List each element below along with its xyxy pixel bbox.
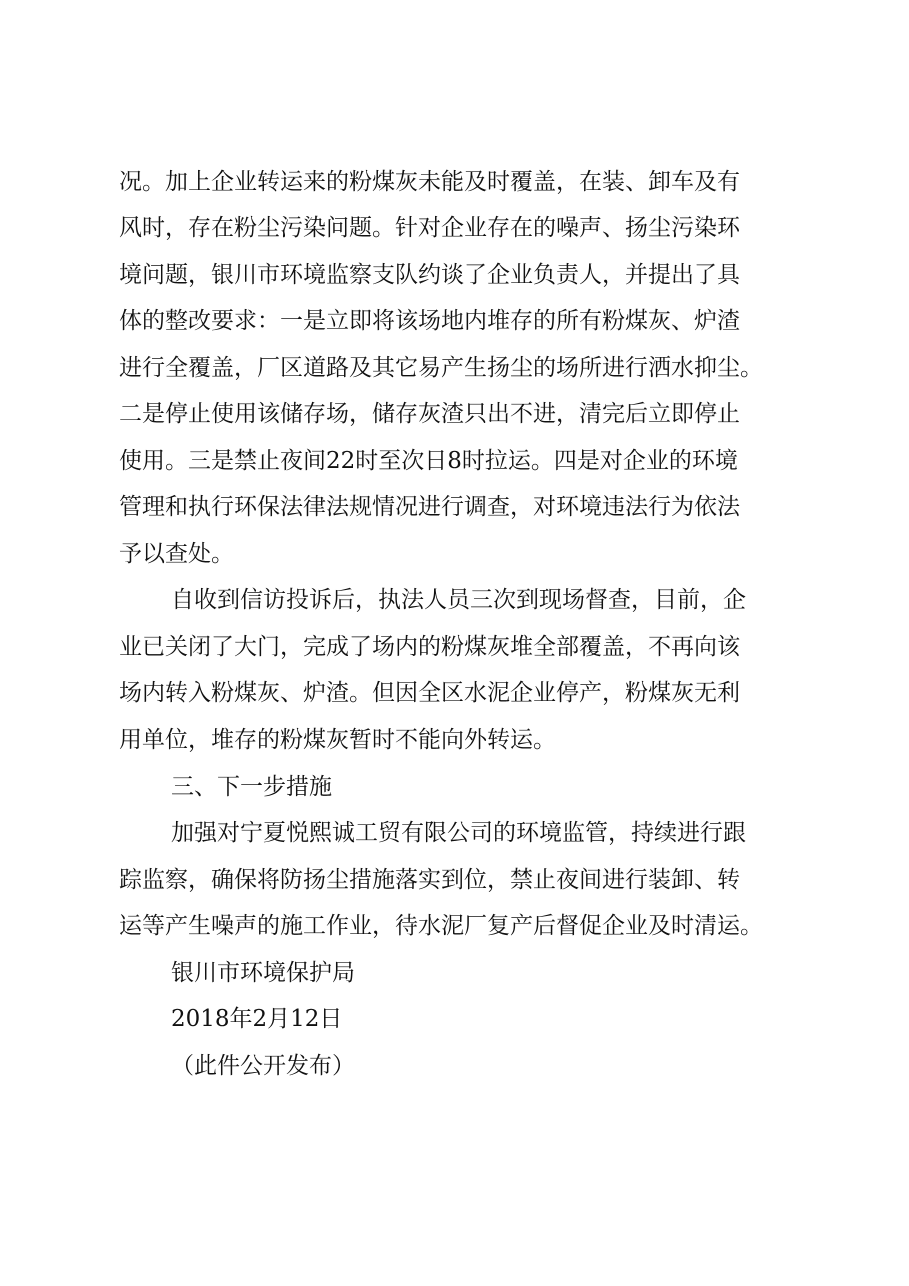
publication-note: （此件公开发布） [171,1053,355,1079]
paragraph-first-line: 自收到信访投诉后，执法人员三次到现场督查，目前，企 [171,587,746,613]
body-line: 予以查处。 [119,541,234,567]
body-line: 管理和执行环保法律法规情况进行调查，对环境违法行为依法 [119,494,740,520]
issue-date: 2018年2月12日 [171,1006,343,1032]
body-line: 用单位，堆存的粉煤灰暂时不能向外转运。 [119,727,556,753]
body-line: 使用。三是禁止夜间22时至次日8时拉运。四是对企业的环境 [119,448,738,474]
body-line: 体的整改要求：一是立即将该场地内堆存的所有粉煤灰、炉渣 [119,308,740,334]
body-line: 况。加上企业转运来的粉煤灰未能及时覆盖，在装、卸车及有 [119,169,740,195]
body-line: 境问题，银川市环境监察支队约谈了企业负责人，并提出了具 [119,262,740,288]
paragraph-first-line: 加强对宁夏悦熙诚工贸有限公司的环境监管，持续进行跟 [171,820,746,846]
body-line: 进行全覆盖，厂区道路及其它易产生扬尘的场所进行洒水抑尘。 [119,355,763,381]
section-heading: 三、下一步措施 [171,774,332,800]
issuer-name: 银川市环境保护局 [171,960,355,986]
body-line: 业已关闭了大门，完成了场内的粉煤灰堆全部覆盖，不再向该 [119,634,740,660]
body-line: 运等产生噪声的施工作业，待水泥厂复产后督促企业及时清运。 [119,913,763,939]
body-line: 风时，存在粉尘污染问题。针对企业存在的噪声、扬尘污染环 [119,215,740,241]
body-line: 二是停止使用该储存场，储存灰渣只出不进，清完后立即停止 [119,401,740,427]
body-line: 场内转入粉煤灰、炉渣。但因全区水泥企业停产，粉煤灰无利 [119,680,740,706]
body-line: 踪监察，确保将防扬尘措施落实到位，禁止夜间进行装卸、转 [119,867,740,893]
